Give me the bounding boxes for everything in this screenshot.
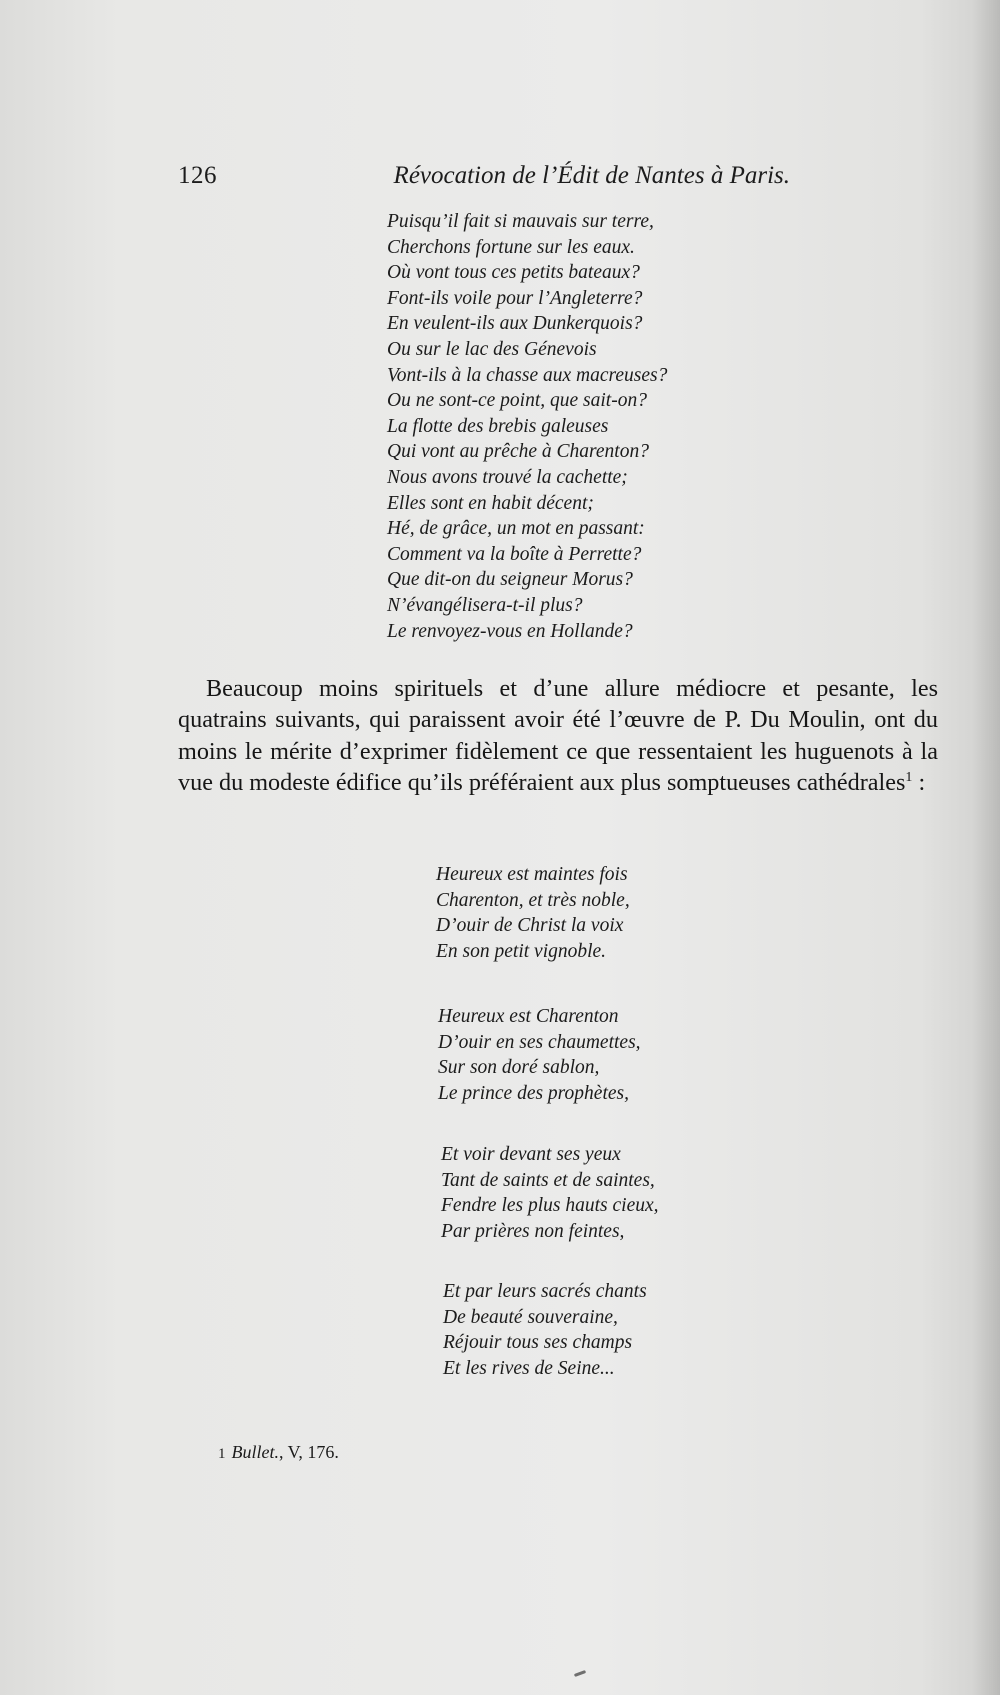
footnote	[218, 1442, 339, 1463]
verse-stanza-2	[436, 862, 630, 964]
verse-line: Charenton, et très noble,	[436, 889, 630, 911]
verse-line: Elles sont en habit décent;	[387, 492, 594, 514]
verse-line: Nous avons trouvé la cachette;	[387, 466, 628, 488]
verse-line: Et par leurs sacrés chants	[443, 1281, 647, 1302]
page-number: 126	[178, 162, 217, 189]
footnote-number: 1	[218, 1446, 226, 1462]
footnote-reference-text: , V, 176.	[279, 1442, 339, 1462]
footnote-reference: 1	[905, 770, 913, 786]
verse-line: Puisqu’il fait si mauvais sur terre,	[387, 211, 654, 232]
verse-line: Réjouir tous ses champs	[443, 1332, 633, 1354]
verse-line: Tant de saints et de saintes,	[441, 1169, 655, 1191]
verse-line: Font-ils voile pour l’Angleterre?	[387, 287, 643, 309]
running-title: Révocation de l’Édit de Nantes à Paris.	[393, 162, 790, 189]
verse-line: Ou ne sont-ce point, que sait-on?	[387, 390, 647, 412]
verse-line: Que dit-on du seigneur Morus?	[387, 569, 633, 591]
verse-line: Ou sur le lac des Génevois	[387, 338, 597, 360]
verse-line: Hé, de grâce, un mot en passant:	[387, 518, 645, 540]
verse-line: Fendre les plus hauts cieux,	[441, 1195, 659, 1217]
paragraph-end: :	[912, 769, 926, 797]
verse-line: Vont-ils à la chasse aux macreuses?	[387, 364, 668, 386]
verse-line: En son petit vignoble.	[436, 940, 607, 962]
verse-line: Par prières non feintes,	[441, 1220, 625, 1242]
page-edge-shadow	[972, 0, 1000, 1695]
verse-line: Cherchons fortune sur les eaux.	[387, 236, 635, 258]
verse-line: Sur son doré sablon,	[438, 1057, 600, 1079]
verse-line: De beauté souveraine,	[443, 1306, 618, 1328]
verse-line: Et les rives de Seine...	[443, 1357, 615, 1379]
verse-line: La flotte des brebis galeuses	[387, 415, 609, 437]
paragraph-text: Beaucoup moins spirituels et d’une allure médiocre et pesante, les quatrains suivants, qui paraissent avoir été l’œuvre de P. Du Moulin, ont du moins le mérite d’exprimer fidèlement ce que ressentaient les huguenots à la vue du modeste édifice qu’ils préféraient aux plus somptueuses cathédrales	[178, 675, 938, 797]
verse-line: Heureux est maintes fois	[436, 864, 628, 885]
verse-line: D’ouir de Christ la voix	[436, 915, 624, 937]
verse-stanza-1	[387, 209, 667, 644]
verse-line: Qui vont au prêche à Charenton?	[387, 441, 649, 463]
page-header	[178, 162, 790, 202]
verse-stanza-4	[441, 1142, 659, 1244]
verse-line: Comment va la boîte à Perrette?	[387, 543, 642, 565]
verse-stanza-5	[443, 1279, 647, 1381]
ink-mark	[574, 1670, 586, 1677]
verse-line: Heureux est Charenton	[438, 1006, 619, 1027]
footnote-source: Bullet.	[231, 1442, 279, 1462]
verse-line: Le prince des prophètes,	[438, 1082, 629, 1104]
verse-line: D’ouir en ses chaumettes,	[438, 1031, 641, 1053]
verse-line: Où vont tous ces petits bateaux?	[387, 262, 640, 284]
verse-line: Le renvoyez-vous en Hollande?	[387, 620, 633, 642]
verse-line: En veulent-ils aux Dunkerquois?	[387, 313, 643, 335]
verse-stanza-3	[438, 1004, 641, 1106]
body-paragraph	[178, 673, 938, 799]
verse-line: Et voir devant ses yeux	[441, 1144, 621, 1165]
verse-line: N’évangélisera-t-il plus?	[387, 594, 583, 616]
